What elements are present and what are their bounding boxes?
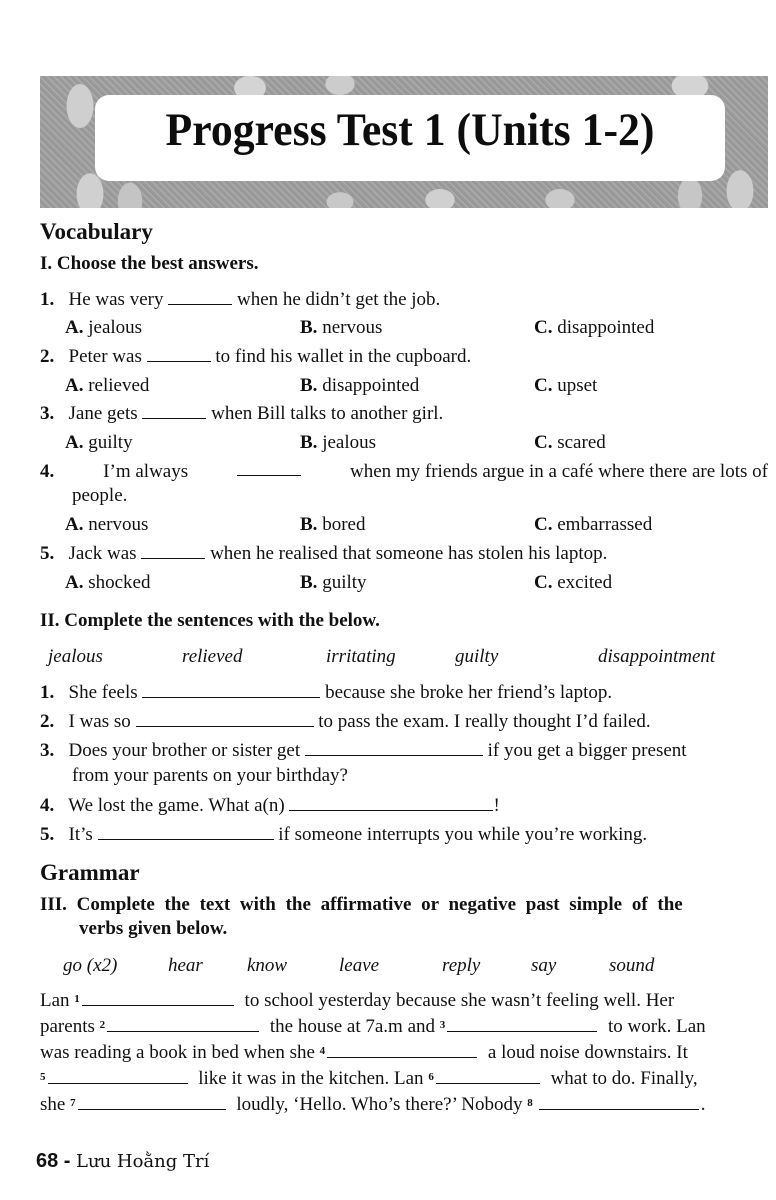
- question-3: [40, 403, 443, 425]
- gap-blank[interactable]: [539, 1095, 699, 1110]
- gap-blank[interactable]: [447, 1017, 597, 1032]
- cloze-text: like it was in the kitchen. Lan: [193, 1068, 429, 1089]
- question-text: I’m always: [103, 461, 189, 482]
- gap-blank[interactable]: [82, 991, 234, 1006]
- sentence-number: 2.: [40, 711, 55, 732]
- question-2: [40, 346, 471, 368]
- task-3-instruction-line2: verbs given below.: [79, 918, 228, 939]
- gap-number: 7: [70, 1097, 76, 1109]
- answer-blank[interactable]: [98, 825, 274, 840]
- option-a[interactable]: [65, 375, 149, 397]
- author-name: Lưu Hoằng Trí: [76, 1151, 210, 1172]
- gap-number: 6: [428, 1071, 434, 1083]
- cloze-line-3: [40, 1042, 768, 1064]
- sentence-5: [40, 824, 647, 846]
- sentence-number: 4.: [40, 795, 55, 816]
- instruction-line: III. Complete the text with the affirmative or negative past simple of the: [40, 894, 683, 915]
- answer-blank[interactable]: [142, 683, 320, 698]
- option-text: relieved: [88, 375, 150, 396]
- cloze-text: loudly, ‘Hello. Who’s there?’ Nobody: [231, 1094, 528, 1115]
- option-a[interactable]: [65, 572, 151, 594]
- page-footer: [36, 1150, 209, 1173]
- question-text: when Bill talks to another girl.: [211, 403, 444, 424]
- sentence-2: [40, 711, 651, 733]
- question-text: Peter was: [68, 346, 142, 367]
- sentence-1: [40, 682, 612, 704]
- task-3-instruction: [40, 894, 768, 916]
- option-text: jealous: [322, 432, 377, 453]
- answer-blank[interactable]: [147, 347, 211, 362]
- word-option: irritating: [326, 646, 396, 667]
- verb-option: sound: [609, 955, 655, 976]
- sentence-number: 3.: [40, 740, 55, 761]
- title-banner: [40, 76, 768, 208]
- word-option: relieved: [182, 646, 243, 667]
- sentence-3-continuation: from your parents on your birthday?: [72, 765, 348, 786]
- option-letter: C.: [534, 514, 553, 535]
- option-text: excited: [557, 572, 613, 593]
- option-a[interactable]: [65, 514, 148, 536]
- option-letter: A.: [65, 514, 84, 535]
- option-letter: A.: [65, 317, 84, 338]
- sentence-text: It’s: [68, 824, 93, 845]
- option-letter: C.: [534, 375, 553, 396]
- answer-blank[interactable]: [237, 461, 301, 476]
- sentence-text: to pass the exam. I really thought I’d failed.: [318, 711, 651, 732]
- cloze-text: the house at 7a.m and: [265, 1016, 440, 1037]
- option-text: shocked: [88, 572, 151, 593]
- answer-blank[interactable]: [289, 796, 493, 811]
- answer-blank[interactable]: [305, 741, 483, 756]
- gap-blank[interactable]: [107, 1017, 259, 1032]
- question-number: 5.: [40, 543, 55, 564]
- section-heading-grammar: Grammar: [40, 860, 140, 885]
- option-letter: C.: [534, 572, 553, 593]
- task-1-instruction: I. Choose the best answers.: [40, 253, 259, 274]
- cloze-line-1: [40, 990, 768, 1012]
- verb-option: go (x2): [63, 955, 118, 976]
- gap-number: 4: [319, 1045, 326, 1057]
- sentence-3: [40, 740, 687, 762]
- question-number: 4.: [40, 461, 55, 482]
- option-a[interactable]: [65, 317, 142, 339]
- cloze-text: a loud noise downstairs. It: [483, 1042, 688, 1063]
- question-text: when he realised that someone has stolen his laptop.: [210, 543, 608, 564]
- option-text: nervous: [88, 514, 149, 535]
- question-text: Jack was: [68, 543, 137, 564]
- option-letter: C.: [534, 432, 553, 453]
- option-text: guilty: [88, 432, 133, 453]
- option-text: disappointed: [557, 317, 655, 338]
- cloze-text: was reading a book in bed when she: [40, 1042, 320, 1063]
- option-letter: B.: [300, 375, 318, 396]
- title-box: [95, 95, 725, 181]
- option-text: jealous: [88, 317, 143, 338]
- sentence-text: if you get a bigger present: [487, 740, 687, 761]
- question-4-continuation: people.: [72, 485, 128, 506]
- option-text: scared: [557, 432, 606, 453]
- option-letter: B.: [300, 572, 318, 593]
- question-5: [40, 543, 607, 565]
- question-number: 2.: [40, 346, 55, 367]
- question-number: 3.: [40, 403, 55, 424]
- verb-option: reply: [442, 955, 481, 976]
- sentence-text: because she broke her friend’s laptop.: [325, 682, 613, 703]
- option-text: bored: [322, 514, 366, 535]
- verb-option: leave: [339, 955, 380, 976]
- option-c[interactable]: [534, 432, 606, 454]
- option-text: upset: [557, 375, 598, 396]
- option-c[interactable]: [534, 375, 597, 397]
- question-number: 1.: [40, 289, 55, 310]
- option-letter: C.: [534, 317, 553, 338]
- cloze-text: .: [700, 1094, 706, 1115]
- option-c[interactable]: [534, 572, 612, 594]
- page-number: 68: [36, 1150, 59, 1172]
- cloze-line-2: [40, 1016, 768, 1038]
- footer-separator: -: [58, 1150, 77, 1172]
- option-letter: A.: [65, 572, 84, 593]
- option-b[interactable]: [300, 432, 376, 454]
- question-text: He was very: [68, 289, 164, 310]
- answer-blank[interactable]: [142, 404, 206, 419]
- option-b[interactable]: [300, 572, 367, 594]
- question-1: [40, 289, 440, 311]
- page-title: Progress Test 1 (Units 1-2): [165, 104, 655, 156]
- option-c[interactable]: [534, 514, 652, 536]
- cloze-text: what to do. Finally,: [545, 1068, 698, 1089]
- gap-blank[interactable]: [78, 1095, 226, 1110]
- sentence-text: We lost the game. What a(n): [68, 795, 285, 816]
- question-text: to find his wallet in the cupboard.: [215, 346, 472, 367]
- option-letter: B.: [300, 432, 318, 453]
- gap-number: 1: [74, 993, 80, 1005]
- option-text: nervous: [322, 317, 383, 338]
- question-text: Jane gets: [68, 403, 138, 424]
- gap-number: 3: [439, 1019, 446, 1031]
- option-letter: A.: [65, 375, 84, 396]
- sentence-number: 5.: [40, 824, 55, 845]
- section-heading-vocabulary: Vocabulary: [40, 219, 153, 244]
- option-a[interactable]: [65, 432, 133, 454]
- gap-blank[interactable]: [48, 1069, 188, 1084]
- cloze-line-4: [40, 1068, 768, 1090]
- sentence-text: if someone interrupts you while you’re working.: [278, 824, 648, 845]
- option-text: disappointed: [322, 375, 420, 396]
- answer-blank[interactable]: [141, 544, 205, 559]
- sentence-text: I was so: [68, 711, 131, 732]
- option-text: embarrassed: [557, 514, 653, 535]
- word-option: disappointment: [598, 646, 716, 667]
- sentence-4: [40, 795, 500, 817]
- word-option: guilty: [455, 646, 499, 667]
- gap-blank[interactable]: [327, 1043, 477, 1058]
- cloze-text: to work. Lan: [603, 1016, 706, 1037]
- option-text: guilty: [322, 572, 367, 593]
- cloze-text: parents: [40, 1016, 100, 1037]
- answer-blank[interactable]: [168, 290, 232, 305]
- gap-number: 5: [40, 1071, 46, 1083]
- question-4: [40, 461, 768, 483]
- question-text: when he didn’t get the job.: [236, 289, 441, 310]
- cloze-text: she: [40, 1094, 71, 1115]
- option-letter: B.: [300, 317, 318, 338]
- sentence-text: Does your brother or sister get: [68, 740, 301, 761]
- sentence-text: !: [493, 795, 500, 816]
- gap-number: 2: [99, 1019, 106, 1031]
- answer-blank[interactable]: [136, 712, 314, 727]
- option-letter: B.: [300, 514, 318, 535]
- option-b[interactable]: [300, 317, 382, 339]
- verb-option: hear: [168, 955, 203, 976]
- option-b[interactable]: [300, 375, 419, 397]
- sentence-number: 1.: [40, 682, 55, 703]
- option-letter: A.: [65, 432, 84, 453]
- option-c[interactable]: [534, 317, 654, 339]
- task-2-instruction: II. Complete the sentences with the below.: [40, 610, 380, 631]
- gap-blank[interactable]: [436, 1069, 540, 1084]
- cloze-line-5: [40, 1094, 768, 1116]
- cloze-text: Lan: [40, 990, 75, 1011]
- sentence-text: She feels: [68, 682, 138, 703]
- word-option: jealous: [48, 646, 103, 667]
- gap-number: 8: [527, 1097, 533, 1109]
- cloze-text: to school yesterday because she wasn’t feeling well. Her: [239, 990, 675, 1011]
- verb-option: say: [531, 955, 557, 976]
- question-text: when my friends argue in a café where there are lots of: [349, 461, 768, 482]
- verb-option: know: [247, 955, 288, 976]
- option-b[interactable]: [300, 514, 365, 536]
